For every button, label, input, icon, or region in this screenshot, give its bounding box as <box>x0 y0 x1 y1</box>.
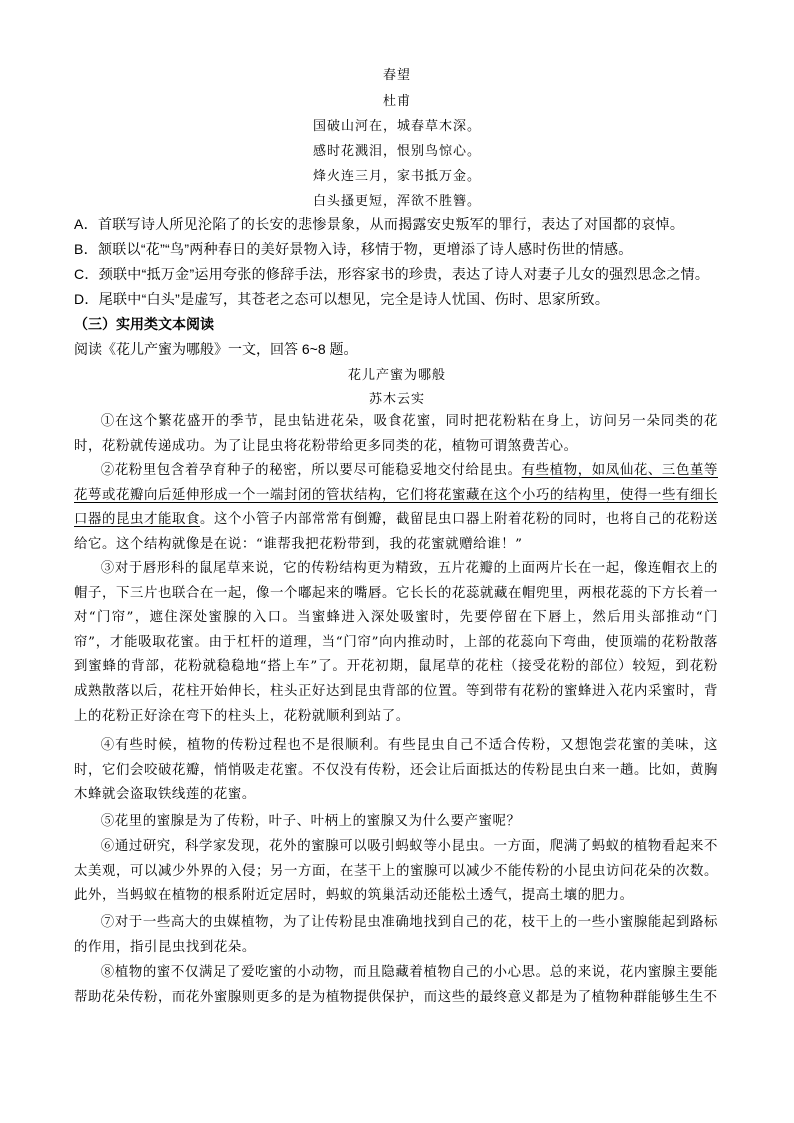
option-c: C．颈联中“抵万金”运用夸张的修辞手法，形容家书的珍贵，表达了诗人对妻子儿女的强烈思念之情。 <box>74 266 710 282</box>
option-d: D．尾联中“白头”是虚写，其苍老之态可以想见，完全是诗人忧国、伤时、思家所致。 <box>74 291 610 307</box>
poem-title: 春望 <box>382 68 411 83</box>
poem-line: 国破山河在，城春草木深。 <box>312 119 481 134</box>
option-b: B．颔联以“花”“鸟”两种春日的美好景物入诗，移情于物，更增添了诗人感时伤世的情感。 <box>74 241 633 257</box>
article-paragraph-2 <box>74 459 718 557</box>
article-paragraph-7: ⑦对于一些高大的虫媒植物，为了让传粉昆虫准确地找到自己的花，枝干上的一些小蜜腺能起到路标的作用，指引昆虫找到花朵。 <box>74 915 718 955</box>
article-paragraph-5: ⑤花里的蜜腺是为了传粉，叶子、叶柄上的蜜腺又为什么要产蜜呢？ <box>100 814 521 829</box>
poem-line: 烽火连三月，家书抵万金。 <box>312 169 481 184</box>
article-author: 苏木云实 <box>368 392 425 407</box>
article-title: 花儿产蜜为哪般 <box>347 368 446 383</box>
reading-instruction: 阅读《花儿产蜜为哪般》一文，回答 6~8 题。 <box>74 341 358 357</box>
paragraph-text: ②花粉里包含着孕育种子的秘密，所以要尽可能稳妥地交付给昆虫。 <box>100 463 522 478</box>
article-paragraph-6: ⑥通过研究，科学家发现，花外的蜜腺可以吸引蚂蚁等小昆虫。一方面，爬满了蚂蚁的植物看起来不太美观，可以减少外界的入侵；另一方面，在茎干上的蜜腺可以减少不能传粉的小昆虫访问花朵的次数。此外，当蚂蚁在植物的根系附近定居时，蚂蚁的筑巢活动还能松土透气，提高土壤的肥力。 <box>74 839 718 904</box>
article-paragraph-3: ③对于唇形科的鼠尾草来说，它的传粉结构更为精致，五片花瓣的上面两片长在一起，像连帽衣上的帽子，下三片也联合在一起，像一个嘟起来的嘴唇。它长长的花蕊就藏在帽兜里，两根花蕊的下方长着一对“门帘”，遮住深处蜜腺的入口。当蜜蜂进入深处吸蜜时，先要停留在下唇上，然后用头部推动“门帘”，才能吸取花蜜。由于杠杆的道理，当“门帘”向内推动时，上部的花蕊向下弯曲，使顶端的花粉散落到蜜蜂的背部，花粉就稳稳地“搭上车”了。开花初期，鼠尾草的花柱（接受花粉的部位）较短，到花粉成熟散落以后，花柱开始伸长，柱头正好达到昆虫背部的位置。等到带有花粉的蜜蜂进入花内采蜜时，背上的花粉正好涂在弯下的柱头上，花粉就顺利到站了。 <box>74 561 718 724</box>
poem-author: 杜甫 <box>382 94 411 109</box>
article-paragraph-1: ①在这个繁花盛开的季节，昆虫钻进花朵，吸食花蜜，同时把花粉粘在身上，访问另一朵同类的花时，花粉就传递成功。为了让昆虫将花粉带给更多同类的花，植物可谓煞费苦心。 <box>74 414 718 454</box>
poem-line: 白头搔更短，浑欲不胜簪。 <box>312 194 481 209</box>
article-paragraph-4: ④有些时候，植物的传粉过程也不是很顺利。有些昆虫自己不适合传粉，又想饱尝花蜜的美味，这时，它们会咬破花瓣，悄悄吸走花蜜。不仅没有传粉，还会让后面抵达的传粉昆虫白来一趟。比如，黄胸木蜂就会盗取铁线莲的花蜜。 <box>74 738 718 803</box>
underlined-sentence: 有些植物，如凤仙花、三色堇等花萼或花瓣向后延伸形成一个一端封闭的管状结构，它们将花蜜藏在这个小巧的结构里，使得一些有细长口器的昆虫才能取食 <box>74 463 718 528</box>
article-paragraph-8: ⑧植物的蜜不仅满足了爱吃蜜的小动物，而且隐藏着植物自己的小心思。总的来说，花内蜜腺主要能帮助花朵传粉，而花外蜜腺则更多的是为植物提供保护，而这些的最终意义都是为了植物种群能够生生不 <box>74 965 718 1005</box>
option-a: A．首联写诗人所见沦陷了的长安的悲惨景象，从而揭露安史叛军的罪行，表达了对国都的哀悼。 <box>74 216 685 232</box>
section-heading: （三）实用类文本阅读 <box>74 316 214 332</box>
paragraph-text: 。这个小管子内部常常有倒瓣，截留昆虫口器上附着花粉的同时，也将自己的花粉送给它。这个结构就像是在说：“谁帮我把花粉带到，我的花蜜就赠给谁！” <box>74 512 718 552</box>
poem-line: 感时花溅泪，恨别鸟惊心。 <box>312 144 481 159</box>
